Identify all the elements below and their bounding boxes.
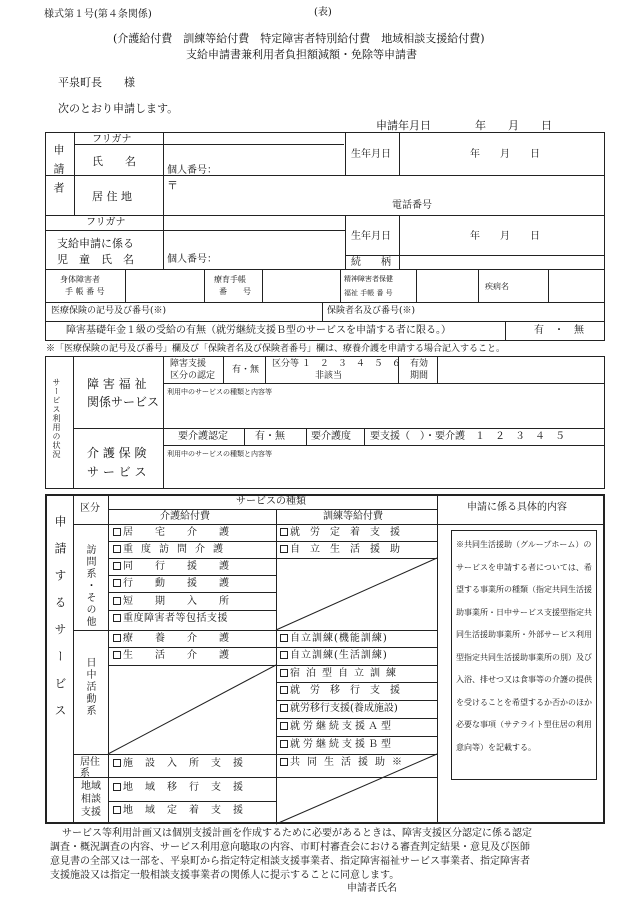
group-home-note: ※共同生活援助（グループホーム）のサービスを申請する者については、希望する事業所の種類（指定共同生活援助事業所・日中サービス支援型指定共同生活援助事業所・外部サービス利用型指定共同生活援助事業所の別）及び入浴、排せつ又は食事等の介護の提供を受けることを希望するか否かのほか必要な事項（サテライト型住居の利用意向等）を記載する。	[456, 540, 592, 752]
service-training-function[interactable]: 自立訓練(機能訓練)	[280, 634, 388, 644]
service-kind-header: サービスの種類	[236, 496, 306, 507]
training-pay-header: 訓練等給付費	[323, 511, 383, 522]
care-using-label: 利用中のサービスの種類と内容等	[167, 450, 272, 458]
child-relation-label: 続 柄	[351, 257, 391, 268]
form-number: 様式第１号(第４条関係)	[44, 9, 152, 20]
applicant-section-label: 申請者	[52, 144, 65, 201]
valid-period-label2: 期間	[410, 371, 429, 381]
rehab-handbook-label2: 番 号	[219, 287, 251, 296]
care-service-label2: サ ー ビ ス	[87, 465, 147, 479]
pension-question: 障害基礎年金１級の受給の有無（就労継続支援Ｂ型のサービスを申請する者に限る。）	[66, 325, 451, 336]
service-comprehensive[interactable]: 重度障害者等包括支援	[113, 614, 228, 624]
service-medical-care[interactable]: 療養介護	[113, 634, 251, 644]
service-training-life[interactable]: 自立訓練(生活訓練)	[280, 651, 388, 661]
request-section-label: 申請するサービス	[53, 515, 67, 731]
consent-line2: 調査・概況調査の内容、サービス利用意向聴取の内容、市町村審査会における審査判定結果・意見及び医師	[50, 842, 530, 853]
applicant-birth-label: 生年月日	[351, 149, 391, 160]
valid-period-label1: 有効	[410, 359, 429, 369]
child-birth-label: 生年月日	[351, 231, 391, 242]
front-side-label: (表)	[314, 7, 332, 18]
mental-handbook-label2: 福祉 手帳 番 号	[344, 289, 393, 297]
support-cert-options[interactable]: 有・無	[232, 365, 260, 375]
welfare-service-label1: 障 害 福 祉	[87, 377, 147, 391]
child-my-number[interactable]: 個人番号：	[167, 254, 217, 265]
addressee: 平泉町長 様	[58, 76, 135, 89]
service-work-transition-training[interactable]: 就労移行支援(養成施設)	[280, 704, 398, 714]
child-label-line2: 児 童 氏 名	[57, 253, 134, 266]
care-service-label1: 介 護 保 険	[87, 446, 147, 460]
service-overnight-training[interactable]: 宿泊型自立訓練	[280, 669, 402, 679]
service-work-retention[interactable]: 就労定着支援	[280, 528, 410, 538]
disease-label: 疾病名	[485, 282, 509, 291]
applicant-address-label: 居 住 地	[92, 190, 132, 203]
support-cert-label2: 区分の認定	[170, 371, 216, 381]
care-cert-options[interactable]: 有・無	[255, 431, 285, 442]
applicant-phone-label: 電話番号	[392, 200, 432, 211]
applicant-my-number[interactable]: 個人番号：	[167, 165, 217, 176]
insurance-number-label: 医療保険の記号及び番号(※)	[51, 306, 167, 316]
category-residence: 居住系	[80, 757, 100, 779]
service-behavior[interactable]: 行動援護	[113, 579, 251, 589]
category-local: 地域相談支援	[81, 781, 101, 818]
signature-label[interactable]: 申請者氏名	[347, 883, 397, 894]
pension-options[interactable]: 有 ・ 無	[534, 325, 584, 336]
insurer-label: 保険者名及び番号(※)	[327, 306, 416, 316]
care-cert-label: 要介護認定	[178, 431, 228, 442]
consent-line4: 支援施設又は指定一般相談支援事業者の関係人に提示することに同意します。	[50, 870, 400, 881]
application-date[interactable]: 申請年月日 年 月 日	[376, 119, 552, 132]
service-home-care[interactable]: 居宅介護	[113, 528, 251, 538]
category-day: 日中活動系	[84, 657, 95, 717]
service-short-stay[interactable]: 短期入所	[113, 597, 251, 607]
service-work-continuation-b[interactable]: 就労継続支援Ｂ型	[280, 740, 394, 750]
service-life-care[interactable]: 生活介護	[113, 651, 251, 661]
child-label-line1: 支給申請に係る	[57, 237, 134, 250]
detail-header: 申請に係る具体的内容	[467, 502, 567, 513]
support-level-options[interactable]: 区分等 １ ２ ３ ４ ５ ６	[272, 359, 401, 369]
service-work-continuation-a[interactable]: 就労継続支援Ａ型	[280, 722, 394, 732]
physical-handbook-label2: 手 帳 番 号	[65, 287, 105, 296]
service-work-transition[interactable]: 就労移行支援	[280, 686, 410, 696]
form-title-line1: (介護給付費 訓練等給付費 特定障害者特別給付費 地域相談支援給付費)	[113, 32, 485, 45]
child-furigana-label: フリガナ	[86, 217, 126, 228]
applicant-furigana-label: フリガナ	[92, 134, 132, 145]
consent-line3: 意見書の全部又は一部を、平泉町から指定特定相談支援事業者、指定障害福祉サービス事業者、指定障害者	[50, 856, 530, 867]
physical-handbook-label1: 身体障害者	[60, 275, 100, 284]
insurance-note: ※「医療保険の記号及び番号」欄及び「保険者名及び保険者番号」欄は、療養介護を申請する場合記入すること。	[46, 344, 506, 354]
form-title-line2: 支給申請書兼利用者負担額減額・免除等申請書	[186, 48, 417, 61]
service-independent-living[interactable]: 自立生活援助	[280, 545, 410, 555]
welfare-service-label2: 関係サービス	[87, 395, 160, 409]
service-heavy-visit[interactable]: 重度訪問介護	[113, 545, 231, 555]
service-facility[interactable]: 施設入所支援	[113, 759, 255, 769]
consent-line1: サービス等利用計画又は個別支援計画を作成するために必要があるときは、障害支援区分認定に係る認定	[62, 828, 532, 839]
postal-mark: 〒	[167, 179, 178, 192]
rehab-handbook-label1: 療育手帳	[214, 275, 246, 284]
service-accompany[interactable]: 同行援護	[113, 562, 251, 572]
applicant-birth-date[interactable]: 年 月 日	[470, 149, 540, 160]
service-local-settle[interactable]: 地域定着支援	[113, 806, 255, 816]
support-level-none[interactable]: 非該当	[315, 371, 343, 381]
service-status-section-label: サービス利用の状況	[52, 378, 61, 459]
category-visit: 訪問系・その他	[84, 544, 95, 628]
service-local-transition[interactable]: 地域移行支援	[113, 783, 255, 793]
support-cert-label1: 障害支援	[170, 359, 207, 369]
care-support-options[interactable]: 要支援（ ）・要介護 １ ２ ３ ４ ５	[370, 431, 565, 442]
intro-text: 次のとおり申請します。	[58, 102, 179, 115]
mental-handbook-label1: 精神障害者保健	[344, 275, 393, 283]
category-header: 区分	[80, 503, 100, 514]
child-birth-date[interactable]: 年 月 日	[470, 231, 540, 242]
care-pay-header: 介護給付費	[160, 511, 210, 522]
applicant-name-label: 氏 名	[92, 155, 136, 168]
care-level-label: 要介護度	[311, 431, 351, 442]
welfare-using-label: 利用中のサービスの種類と内容等	[167, 388, 272, 396]
service-group-home[interactable]: 共同生活援助※	[280, 758, 409, 768]
